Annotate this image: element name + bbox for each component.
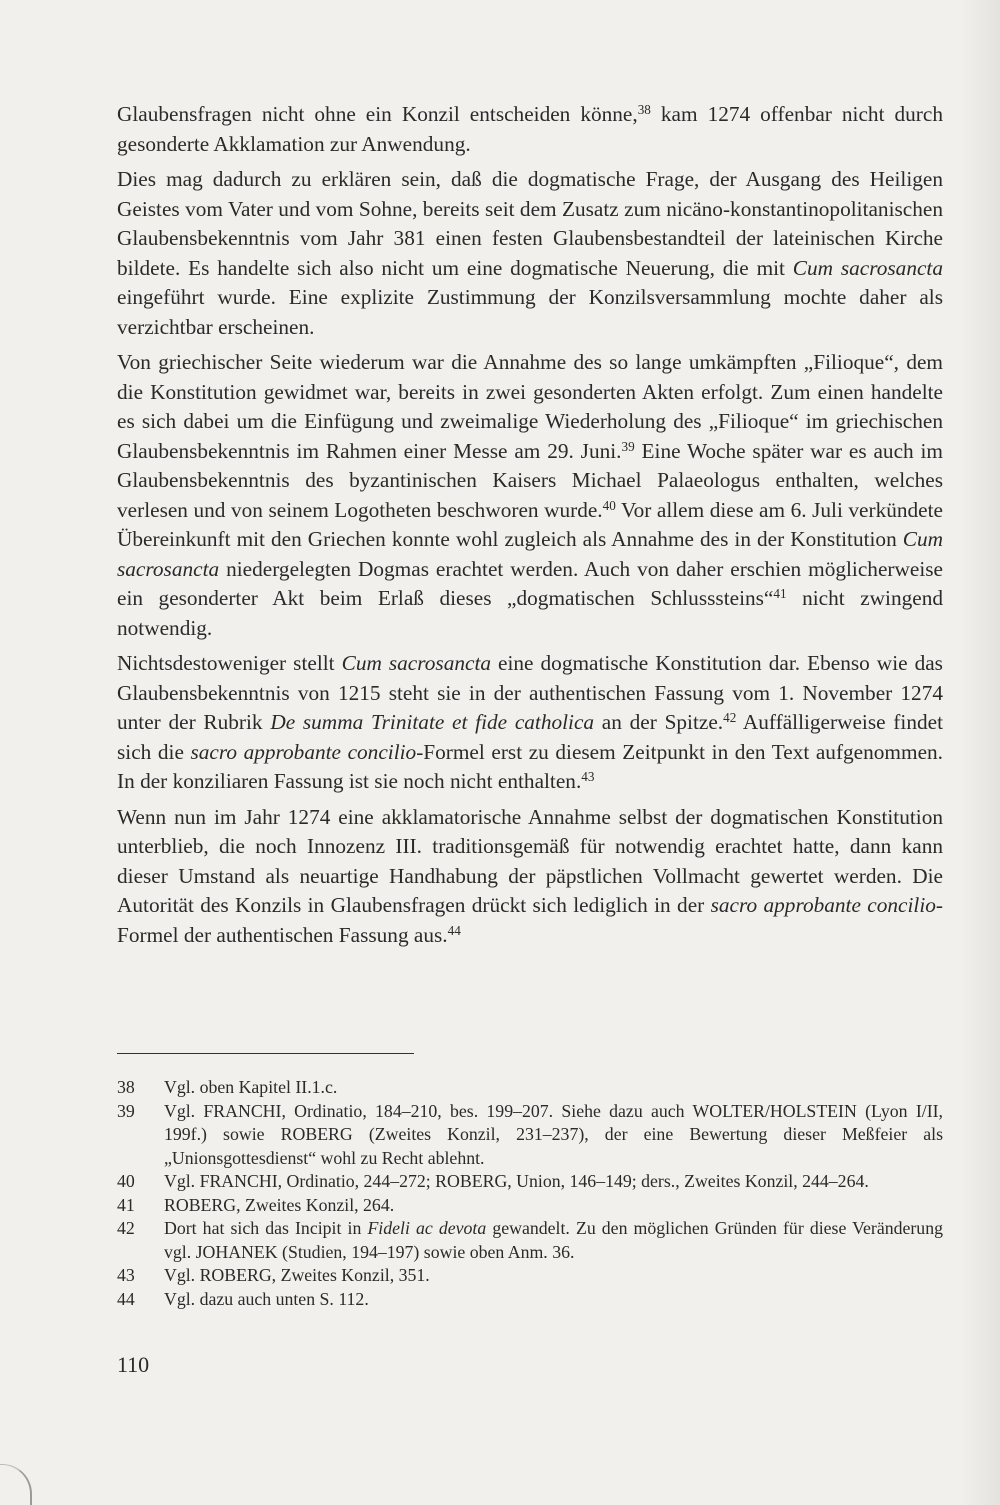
page-edge-shadow xyxy=(960,0,1000,1505)
footnote-ref: 40 xyxy=(602,497,616,513)
paragraph xyxy=(117,803,943,951)
footnote-number: 41 xyxy=(117,1194,135,1215)
text-run: Nichtsdestoweniger stellt xyxy=(117,651,342,675)
footnote-text xyxy=(164,1194,943,1218)
footnote-separator xyxy=(117,1053,414,1054)
text-run: Auffälligerweise findet sich die xyxy=(117,710,943,764)
footnote-ref: 41 xyxy=(773,585,787,601)
footnote-text xyxy=(164,1288,943,1312)
footnote-number: 38 xyxy=(117,1077,135,1097)
footnote-text xyxy=(164,1217,943,1264)
page-corner-curl xyxy=(0,1464,32,1505)
italic-text: sacro approbante concilio xyxy=(190,739,417,764)
text-run: Vgl. dazu auch unten S. 112. xyxy=(164,1288,369,1309)
footnote-ref: 43 xyxy=(581,768,595,784)
paragraph xyxy=(117,165,943,342)
text-run: Glaubensfragen nicht ohne ein Konzil entscheiden könne, xyxy=(117,102,638,126)
footnote xyxy=(117,1288,943,1312)
footnote xyxy=(117,1217,943,1264)
page-number: 110 xyxy=(117,1352,150,1377)
text-run: gewandelt. Zu den möglichen Gründen für diese Veränderung vgl. JOHANEK (Studien, 194–197) sowie oben Anm. 36. xyxy=(164,1218,943,1262)
text-run: Von griechischer Seite wiederum war die Annahme des so lange umkämpften „Filioque“, dem die Konstitution gewidmet war, bereits in zwei gesonderten Akten erfolgt. Zum einen handelte es sich dabei um die Einfügung und zweimalige Wiederholung des „Filioque“ im griechischen Glaubensbekenntnis im Rahmen einer Messe am 29. Juni. xyxy=(117,350,943,463)
text-run: Vgl. FRANCHI, Ordinatio, 244–272; ROBERG, Union, 146–149; ders., Zweites Konzil, 244–264. xyxy=(164,1171,869,1191)
text-run: kam 1274 offenbar nicht durch gesonderte Akklamation zur Anwendung. xyxy=(117,102,943,156)
footnote-number: 44 xyxy=(117,1288,135,1309)
main-text xyxy=(117,100,943,956)
footnote-ref: 38 xyxy=(637,101,651,117)
italic-text: sacro approbante concilio xyxy=(710,893,936,917)
footnote xyxy=(117,1076,943,1100)
text-run: Dort hat sich das Incipit in xyxy=(164,1218,368,1238)
footnote-text xyxy=(164,1076,943,1100)
footnote xyxy=(117,1170,943,1194)
footnote-number: 42 xyxy=(117,1218,135,1238)
italic-text: Cum sacrosancta xyxy=(117,527,943,581)
text-run: -Formel erst zu diesem Zeitpunkt in den Text aufgenommen. In der konziliaren Fassung ist sie noch nicht enthalten. xyxy=(117,739,943,793)
text-run: Vor allem diese am 6. Juli verkündete Übereinkunft mit den Griechen konnte wohl zugleich als Annahme des in der Konstitution xyxy=(117,497,944,551)
paragraph xyxy=(117,348,943,643)
footnote-text xyxy=(164,1264,943,1288)
text-run: Vgl. oben Kapitel II.1.c. xyxy=(164,1077,338,1097)
footnote xyxy=(117,1100,943,1171)
footnote-number: 43 xyxy=(117,1265,135,1285)
text-run: an der Spitze. xyxy=(594,710,724,734)
footnote-ref: 44 xyxy=(447,922,461,938)
italic-text: Cum sacrosancta xyxy=(341,651,492,675)
footnote-text xyxy=(164,1100,943,1171)
paragraph xyxy=(117,649,943,797)
footnote xyxy=(117,1194,943,1218)
footnote-ref: 42 xyxy=(723,709,737,725)
footnote xyxy=(117,1264,943,1288)
italic-text: Cum sacrosancta xyxy=(792,255,943,280)
italic-text: De summa Trinitate et fide catholica xyxy=(270,710,595,734)
footnote-text xyxy=(164,1170,943,1194)
footnote-number: 39 xyxy=(117,1100,135,1121)
text-run: Vgl. ROBERG, Zweites Konzil, 351. xyxy=(164,1265,430,1285)
footnotes xyxy=(117,1076,943,1311)
text-run: eingeführt wurde. Eine explizite Zustimmung der Konzilsversammlung mochte daher als verzichtbar erscheinen. xyxy=(117,285,943,339)
paragraph xyxy=(117,100,943,159)
text-run: niedergelegten Dogmas erachtet werden. Auch von daher erschien möglicherweise ein gesonderter Akt beim Erlaß dieses „dogmatischen Schlusssteins“ xyxy=(117,556,943,610)
text-run: Eine Woche später war es auch im Glaubensbekenntnis des byzantinischen Kaisers Michael Palaeologus enthalten, welches verlesen und von seinem Logotheten beschworen wurde. xyxy=(117,438,943,522)
text-run: Vgl. FRANCHI, Ordinatio, 184–210, bes. 199–207. Siehe dazu auch WOLTER/HOLSTEIN (Lyon I/II, 199f.) sowie ROBERG (Zweites Konzil, 231–237), der eine Bewertung dieser Meßfeier als „Unionsgottesdienst“ wohl zu Recht ablehnt. xyxy=(164,1100,943,1168)
text-run: Dies mag dadurch zu erklären sein, daß die dogmatische Frage, der Ausgang des Heiligen Geistes vom Vater und vom Sohne, bereits seit dem Zusatz zum nicäno-konstantinopolitanischen Glaubensbekenntnis vom Jahr 381 einen festen Glaubensbestandteil der lateinischen Kirche bildete. Es handelte sich also nicht um eine dogmatische Neuerung, die mit xyxy=(117,167,943,280)
text-run: -Formel der authentischen Fassung aus. xyxy=(117,893,943,947)
text-run: ROBERG, Zweites Konzil, 264. xyxy=(164,1194,395,1215)
italic-text: Fideli ac devota xyxy=(367,1218,487,1238)
text-run: nicht zwingend notwendig. xyxy=(117,586,943,640)
text-run: Wenn nun im Jahr 1274 eine akklamatorische Annahme selbst der dogmatischen Konstitution unterblieb, die noch Innozenz III. traditionsgemäß für notwendig erachtet hatte, dann kann dieser Umstand als neuartige Handhabung der päpstlichen Vollmacht gewertet werden. Die Autorität des Konzils in Glaubensfragen drückt sich lediglich in der xyxy=(117,804,943,917)
text-run: eine dogmatische Konstitution dar. Ebenso wie das Glaubensbekenntnis von 1215 steht sie in der authentischen Fassung vom 1. November 1274 unter der Rubrik xyxy=(117,651,943,734)
footnote-ref: 39 xyxy=(621,438,635,454)
footnote-number: 40 xyxy=(117,1171,135,1191)
